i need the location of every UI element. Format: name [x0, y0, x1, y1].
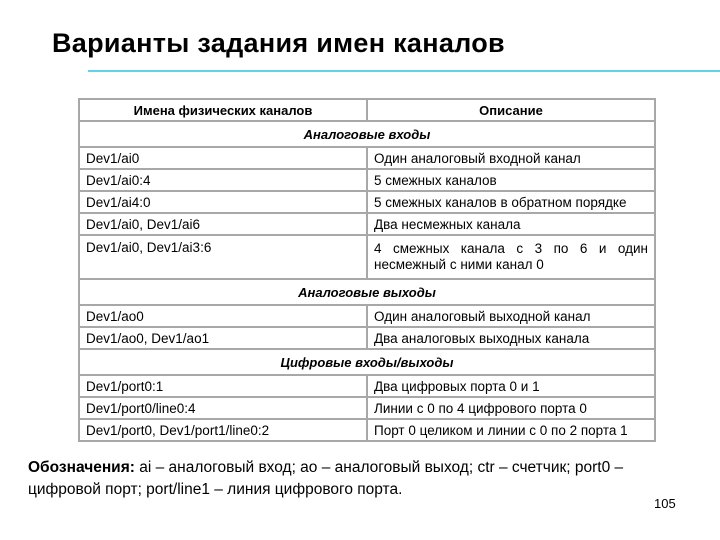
channel-name-cell: Dev1/ai0:4	[79, 169, 367, 191]
legend-note	[28, 457, 688, 501]
legend-label: Обозначения:	[28, 459, 135, 476]
channel-name-cell: Dev1/port0, Dev1/port1/line0:2	[79, 419, 367, 441]
table-row	[79, 305, 655, 327]
channel-name-cell: Dev1/ai0	[79, 147, 367, 169]
description-cell: Два аналоговых выходных канала	[367, 327, 655, 349]
column-header-description: Описание	[367, 99, 655, 121]
slide-title: Варианты задания имен каналов	[52, 28, 505, 58]
channel-names-table	[78, 98, 656, 442]
section-heading-analog-inputs: Аналоговые входы	[79, 121, 655, 147]
table-row	[79, 419, 655, 441]
page-number: 105	[654, 496, 676, 511]
channel-name-cell: Dev1/port0/line0:4	[79, 397, 367, 419]
section-row	[79, 349, 655, 375]
table-header-row	[79, 99, 655, 121]
description-cell: 5 смежных каналов в обратном порядке	[367, 191, 655, 213]
channel-name-cell: Dev1/port0:1	[79, 375, 367, 397]
table-row	[79, 375, 655, 397]
channel-name-cell: Dev1/ai0, Dev1/ai3:6	[79, 235, 367, 279]
description-cell: 4 смежных канала с 3 по 6 и один несмежный с ними канал 0	[367, 235, 655, 279]
description-cell: 5 смежных каналов	[367, 169, 655, 191]
description-cell: Один аналоговый входной канал	[367, 147, 655, 169]
description-cell: Порт 0 целиком и линии с 0 по 2 порта 1	[367, 419, 655, 441]
channel-name-cell: Dev1/ao0, Dev1/ao1	[79, 327, 367, 349]
table-row	[79, 169, 655, 191]
section-row	[79, 121, 655, 147]
description-cell: Линии с 0 по 4 цифрового порта 0	[367, 397, 655, 419]
table-row	[79, 327, 655, 349]
section-heading-analog-outputs: Аналоговые выходы	[79, 279, 655, 305]
column-header-names: Имена физических каналов	[79, 99, 367, 121]
table-row	[79, 235, 655, 279]
legend-text: ai – аналоговый вход; ao – аналоговый выход; ctr – счетчик; port0 – цифровой порт; port/line1 – линия цифрового порта.	[28, 459, 624, 498]
section-row	[79, 279, 655, 305]
description-cell: Один аналоговый выходной канал	[367, 305, 655, 327]
table-row	[79, 213, 655, 235]
channel-name-cell: Dev1/ai4:0	[79, 191, 367, 213]
channel-name-cell: Dev1/ao0	[79, 305, 367, 327]
title-underline	[88, 70, 720, 72]
table-row	[79, 147, 655, 169]
channel-name-cell: Dev1/ai0, Dev1/ai6	[79, 213, 367, 235]
description-cell: Два несмежных канала	[367, 213, 655, 235]
table-row	[79, 191, 655, 213]
table-row	[79, 397, 655, 419]
description-cell: Два цифровых порта 0 и 1	[367, 375, 655, 397]
section-heading-digital-io: Цифровые входы/выходы	[79, 349, 655, 375]
